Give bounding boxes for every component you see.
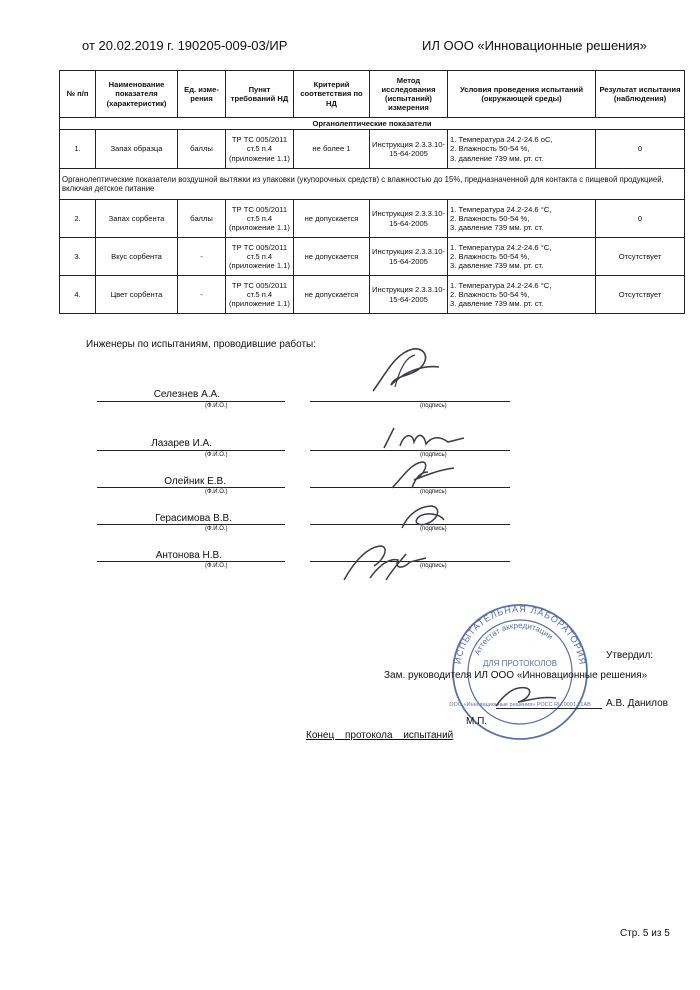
approved-label: Утвердил: [606, 650, 654, 661]
cell-conditions [448, 238, 596, 276]
col-header: Условия проведения испытаний (окружающей среды) [448, 71, 596, 118]
engineers-title: Инженеры по испытаниям, проводившие работы: [86, 339, 316, 350]
signature-caption: (подпись) [420, 526, 447, 532]
cell-method: Инструкция 2.3.3.10-15-64-2005 [370, 130, 448, 169]
cell-result: 0 [596, 130, 685, 169]
svg-text:Аттестат аккредитации [473, 621, 555, 657]
signature-scribble [340, 540, 430, 584]
cell-criterion: не допускается [294, 200, 370, 238]
page-number: Стр. 5 из 5 [620, 928, 670, 939]
table-row [60, 276, 685, 314]
cell-result: Отсутствует [596, 238, 685, 276]
cell-method: Инструкция 2.3.3.10-15-64-2005 [370, 238, 448, 276]
approver-signature [490, 682, 560, 712]
cell-method: Инструкция 2.3.3.10-15-64-2005 [370, 276, 448, 314]
signature-scribble [365, 345, 445, 395]
lab-name-header: ИЛ ООО «Инновационные решения» [422, 38, 647, 53]
engineer-name: Олейник Е.В. [164, 476, 226, 487]
approver-name: А.В. Данилов [606, 698, 668, 709]
end-of-protocol: Конец протокола испытаний [306, 730, 454, 741]
cell-name: Запах образца [96, 130, 178, 169]
stamp-bottom: ООО «Инновационные решения» РОСС RU.0001.21АВ [449, 702, 591, 708]
stamp-center: ДЛЯ ПРОТОКОЛОВ [482, 659, 558, 668]
cell-clause: ТР ТС 005/2011 ст.5 п.4 (приложение 1.1) [226, 130, 294, 169]
fio-caption: (Ф.И.О.) [205, 489, 228, 495]
cell-conditions [448, 130, 596, 169]
col-header: Критерий соответствия по НД [294, 71, 370, 118]
signature-line [310, 401, 510, 402]
signature-scribble [378, 422, 468, 452]
fio-caption: (Ф.И.О.) [205, 563, 228, 569]
protocol-date-number: от 20.02.2019 г. 190205-009-03/ИР [82, 38, 288, 53]
approver-position: Зам. руководителя ИЛ ООО «Инновационные решения» [384, 670, 648, 681]
fio-caption: (Ф.И.О.) [205, 526, 228, 532]
cell-criterion: не допускается [294, 276, 370, 314]
cell-unit: - [178, 238, 226, 276]
col-header: № п/п [60, 71, 96, 118]
condition-line: 3. давление 739 мм. рт. ст. [450, 223, 544, 233]
name-line [97, 450, 285, 451]
cell-unit: - [178, 276, 226, 314]
col-header: Пункт требований НД [226, 71, 294, 118]
fio-caption: (Ф.И.О.) [205, 452, 228, 458]
condition-line: 2. Влажность 50-54 %, [450, 213, 530, 223]
cell-name: Цвет сорбента [96, 276, 178, 314]
cell-clause: ТР ТС 005/2011 ст.5 п.4 (приложение 1.1) [226, 238, 294, 276]
engineer-name: Герасимова В.В. [155, 513, 232, 524]
cell-clause: ТР ТС 005/2011 ст.5 п.4 (приложение 1.1) [226, 200, 294, 238]
cell-num: 1. [60, 130, 96, 169]
signature-scribble [398, 500, 448, 534]
cell-unit: баллы [178, 200, 226, 238]
signature-caption: (подпись) [420, 403, 447, 409]
table-row [60, 200, 685, 238]
cell-result: 0 [596, 200, 685, 238]
signature-caption: (подпись) [420, 452, 447, 458]
cell-name: Вкус сорбента [96, 238, 178, 276]
cell-clause: ТР ТС 005/2011 ст.5 п.4 (приложение 1.1) [226, 276, 294, 314]
cell-num: 4. [60, 276, 96, 314]
svg-text:ИСПЫТАТЕЛЬНАЯ ЛАБОРАТОРИЯ [452, 604, 587, 666]
stamp-text-inner: Аттестат аккредитации [472, 620, 555, 657]
col-header: Наименование показателя (характеристик) [96, 71, 178, 118]
condition-line: 2. Влажность 50-54 %, [450, 144, 530, 154]
test-results-table [59, 70, 685, 314]
name-line [97, 524, 285, 525]
condition-line: 1. Температура 24.2-24.6 °С, [450, 242, 552, 252]
cell-num: 3. [60, 238, 96, 276]
signature-caption: (подпись) [420, 563, 447, 569]
note-text: Органолептические показатели воздушной вытяжки из упаковки (укупорочных средств) с влажностью до 15%, предназначенной для контакта с пищевой продукцией, включая детское питание [60, 169, 685, 200]
signature-caption: (подпись) [420, 489, 447, 495]
engineer-name: Селезнев А.А. [153, 389, 220, 400]
section-title: Органолептические показатели [60, 118, 685, 130]
cell-conditions [448, 276, 596, 314]
condition-line: 1. Температура 24.2-24.6 °С, [450, 280, 552, 290]
table-row [60, 238, 685, 276]
condition-line: 2. Влажность 50-54 %, [450, 251, 530, 261]
table-header-row [60, 71, 685, 118]
table-row [60, 130, 685, 169]
condition-line: 3. давление 739 мм. рт. ст. [450, 261, 544, 271]
cell-name: Запах сорбента [96, 200, 178, 238]
condition-line: 2. Влажность 50-54 %, [450, 289, 530, 299]
cell-num: 2. [60, 200, 96, 238]
stamp-place-label: М.П. [466, 716, 488, 727]
col-header: Ед. изме-рения [178, 71, 226, 118]
cell-criterion: не более 1 [294, 130, 370, 169]
note-row [60, 169, 685, 200]
condition-line: 1. Температура 24.2-24.6 °С, [450, 204, 552, 214]
cell-conditions [448, 200, 596, 238]
col-header: Результат испытания (наблюдения) [596, 71, 685, 118]
section-row [60, 118, 685, 130]
cell-result: Отсутствует [596, 276, 685, 314]
condition-line: 3. давление 739 мм. рт. ст. [450, 299, 544, 309]
engineer-name: Лазарев И.А. [151, 438, 212, 449]
name-line [97, 487, 285, 488]
fio-caption: (Ф.И.О.) [205, 403, 228, 409]
condition-line: 3. давление 739 мм. рт. ст. [450, 153, 544, 163]
cell-unit: баллы [178, 130, 226, 169]
stamp-text-outer: ИСПЫТАТЕЛЬНАЯ ЛАБОРАТОРИЯ [452, 603, 588, 667]
engineer-name: Антонова Н.В. [155, 550, 222, 561]
cell-criterion: не допускается [294, 238, 370, 276]
name-line [97, 561, 285, 562]
col-header: Метод исследования (испытаний) измерения [370, 71, 448, 118]
signature-scribble [388, 458, 458, 492]
name-line [97, 401, 285, 402]
cell-method: Инструкция 2.3.3.10-15-64-2005 [370, 200, 448, 238]
condition-line: 1. Температура 24.2-24.6 оС, [450, 135, 553, 145]
